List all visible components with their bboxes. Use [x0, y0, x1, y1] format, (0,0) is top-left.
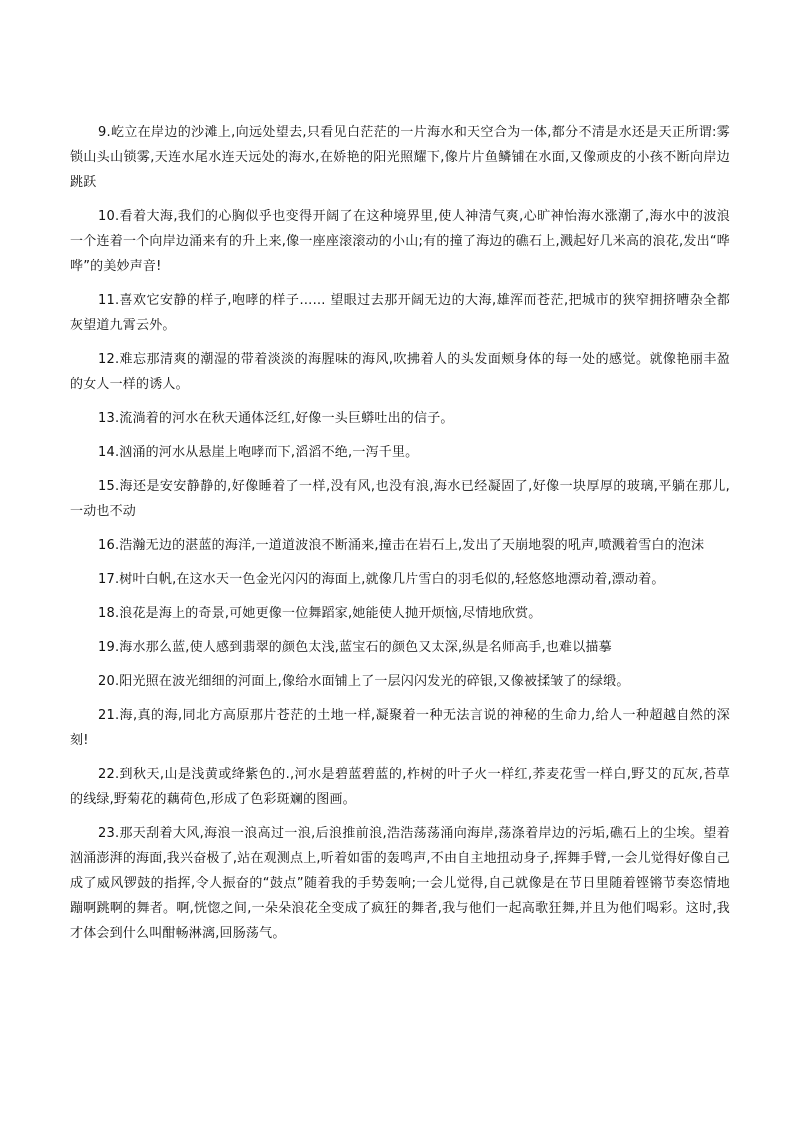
paragraph-15: 15.海还是安安静静的,好像睡着了一样,没有风,也没有浪,海水已经凝固了,好像一块厚厚的玻璃,平躺在那儿,一动也不动: [70, 479, 730, 519]
paragraph-18: 18.浪花是海上的奇景,可她更像一位舞蹈家,她能使人抛开烦恼,尽情地欣赏。: [98, 606, 542, 621]
paragraph-21: 21.海,真的海,同北方高原那片苍茫的土地一样,凝聚着一种无法言说的神秘的生命力,给人一种超越自然的深刻!: [70, 708, 730, 748]
document-body: [70, 120, 730, 955]
paragraph-13: 13.流淌着的河水在秋天通体泛红,好像一头巨蟒吐出的信子。: [98, 411, 454, 426]
paragraph-10: 10.看着大海,我们的心胸似乎也变得开阔了在这种境界里,使人神清气爽,心旷神怡海水涨潮了,海水中的波浪一个连着一个向岸边涌来有的升上来,像一座座滚滚动的小山;有的撞了海边的礁石上,溅起好几米高的浪花,发出“哗哗”的美妙声音!: [70, 209, 730, 274]
paragraph-22: 22.到秋天,山是浅黄或绛紫色的.,河水是碧蓝碧蓝的,柞树的叶子火一样红,荞麦花雪一样白,野艾的瓦灰,苔草的线绿,野菊花的藕荷色,形成了色彩斑斓的图画。: [70, 767, 730, 807]
paragraph-16: 16.浩瀚无边的湛蓝的海洋,一道道波浪不断涌来,撞击在岩石上,发出了天崩地裂的吼声,喷溅着雪白的泡沫: [98, 538, 705, 553]
paragraph-9: 9.屹立在岸边的沙滩上,向远处望去,只看见白茫茫的一片海水和天空合为一体,都分不清是水还是天正所谓:雾锁山头山锁雾,天连水尾水连天远处的海水,在娇艳的阳光照耀下,像片片鱼鳞铺在水面,又像顽皮的小孩不断向岸边跳跃: [70, 125, 730, 190]
paragraph-17: 17.树叶白帆,在这水天一色金光闪闪的海面上,就像几片雪白的羽毛似的,轻悠悠地漂动着,漂动着。: [98, 572, 665, 587]
paragraph-12: 12.难忘那清爽的潮湿的带着淡淡的海腥味的海风,吹拂着人的头发面颊身体的每一处的感觉。就像艳丽丰盈的女人一样的诱人。: [70, 352, 730, 392]
paragraph-14: 14.汹涌的河水从悬崖上咆哮而下,滔滔不绝,一泻千里。: [98, 445, 419, 460]
paragraph-19: 19.海水那么蓝,使人感到翡翠的颜色太浅,蓝宝石的颜色又太深,纵是名师高手,也难以描摹: [98, 640, 612, 655]
paragraph-20: 20.阳光照在波光细细的河面上,像给水面铺上了一层闪闪发光的碎银,又像被揉皱了的绿缎。: [98, 674, 630, 689]
paragraph-11: 11.喜欢它安静的样子,咆哮的样子…… 望眼过去那开阔无边的大海,雄浑而苍茫,把城市的狭窄拥挤嘈杂全都灰望道九霄云外。: [70, 293, 730, 333]
paragraph-23: 23.那天刮着大风,海浪一浪高过一浪,后浪推前浪,浩浩荡荡涌向海岸,荡涤着岸边的污垢,礁石上的尘埃。望着汹涌澎湃的海面,我兴奋极了,站在观测点上,听着如雷的轰鸣声,不由自主地扭动身子,挥舞手臂,一会儿觉得好像自己成了威风锣鼓的指挥,令人振奋的“鼓点”随着我的手势轰响;一会儿觉得,自己就像是在节日里随着铿锵节奏恣情地蹦啊跳啊的舞者。啊,恍惚之间,一朵朵浪花全变成了疯狂的舞者,我与他们一起高歌狂舞,并且为他们喝彩。这时,我才体会到什么叫酣畅淋漓,回肠荡气。: [70, 826, 730, 941]
